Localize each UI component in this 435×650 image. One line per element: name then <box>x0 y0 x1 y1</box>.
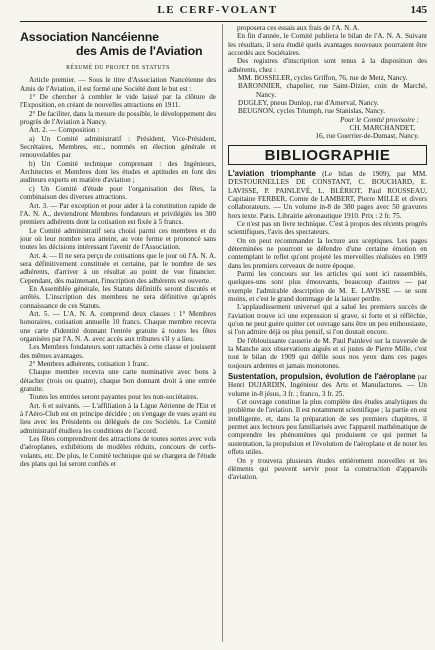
paragraph: En fin d'année, le Comité publiera le bilan de l'A. N. A. Suivant les résultats, il sera étudié quels avantages nouveaux pourraient être accordés aux Sociétaires. <box>228 32 427 58</box>
paragraph: Des registres d'inscription sont tenus à la disposition des adhérents, chez : <box>228 57 427 74</box>
signature-line: Pour le Comité provisoire : <box>340 115 419 124</box>
paragraph: Parmi les concours sur les articles qui sont ici rassemblés, quelques-uns sont plus émouvants, beaucoup d'autres — par exemple l'admirable description de M. E. LAVISSE — se sont moins, et c'est le grand dommage de la laisser perdre. <box>228 269 427 303</box>
book2-entry <box>228 373 427 398</box>
book1-review <box>228 220 427 370</box>
paragraph: On en peut recommander la lecture aux sceptiques. Les pages déterminées ne pourront se défendre d'une certaine émotion en contemplant le reflet qu'ont projeté les merveilles réalisées en 1909 dans les premiers cerveaux de notre époque. <box>228 236 427 270</box>
paragraph: BARONNIER, chapelier, rue Saint-Dizier, coin de Marché, Nancy. <box>238 82 427 99</box>
signature-name: CH. MARCHANDET, <box>349 124 415 133</box>
bibliography-heading: BIBLIOGRAPHIE <box>264 146 391 164</box>
page-number: 145 <box>410 4 427 16</box>
paragraph: Art. 5. — L'A. N. A. comprend deux classes : 1° Membres honoraires, cotisation annuelle 10 francs. Chaque membre recevra une carte d'identité donnant l'entrée gratuite à toutes les fêtes organisées par l'A. N. A. avec accès aux tribunes s'il y a lieu. <box>20 309 216 343</box>
bibliography-heading-box <box>228 145 427 165</box>
book1-entry <box>228 170 427 220</box>
book1-title: L'aviation triomphante <box>228 168 316 178</box>
right-column <box>228 24 427 642</box>
paragraph: BEUGNON, cycles Triumph, rue Stanislas, Nancy. <box>238 107 386 116</box>
book2-review <box>228 398 427 481</box>
paragraph: 2° De faciliter, dans la mesure du possible, le développement des progrès de l'Aviation à Nancy. <box>20 109 216 127</box>
article-title <box>20 30 216 58</box>
paragraph: Article premier. — Sous le titre d'Association Nancéienne des Amis de l'Aviation, il est formé une Société dont le but est : <box>20 76 216 93</box>
paragraph: Art. 2. — Composition : <box>29 126 100 135</box>
book2-title: Sustentation, propulsion, évolution de l'aéroplane <box>228 372 416 382</box>
paragraph: On y trouvera plusieurs études entièrement nouvelles et les éléments qui peuvent servir pour la construction d'appareils d'aviation. <box>228 456 427 482</box>
paragraph: MM. BOSSELER, cycles Griffon, 76, rue de Metz, Nancy. <box>238 74 408 83</box>
paragraph: Art. 6 et suivants. — L'affiliation à la Ligue Aérienne de l'Est et à l'Aéro-Club est en principe décidée ; on s'engage de vues ayant eu lieu avec les Présidents ou délégués de ces Sociétés. Le Comité administratif étudiera les conditions de l'accord. <box>20 401 216 435</box>
paragraph: proposera ces essais aux frais de l'A. N. A. <box>237 24 360 32</box>
paragraph: Art. 4. — Il ne sera perçu de cotisations que le jour où l'A. N. A. sera définitivement constituée et certaine, par le nombre de ses adhérents, d'arriver à un résultat au point de vue financier. Cependant, dès maintenant, l'inscription des adhérents est ouverte. <box>20 251 216 285</box>
running-title: LE CERF-VOLANT <box>157 4 278 16</box>
column-separator <box>222 24 223 642</box>
book1-details: (Le bilan de 1909), par MM. D'ESTOURNELLES DE CONSTANT, C. BOUCHARD, E. LAVISSE, P. PAINLEVÉ, L. BLÉRIOT, Paul ROUSSEAU, Capitaine FERBER, Comte de LAMBERT, Pierre MILLE et divers collaborateurs. — Un volume in-8 de 380 pages avec 50 gravures hors texte. Paris. Librairie aéronautique 1910. Prix : 2 fr. 75. <box>228 169 427 220</box>
paragraph: Les Membres fondateurs sont rattachés à cette classe et jouissent des mêmes avantages. <box>20 343 216 360</box>
paragraph: Le Comité administratif sera choisi parmi ces membres et du jour où leur nombre sera atteint, au vote ferme et prononcé sans toutes les décisions intéressant l'avenir de l'Association. <box>20 226 216 252</box>
paragraph: L'applaudissement universel qui a salué les premiers succès de l'aviation trouve ici une expression si grave, si forte et si réfléchie, qu'on ne peut guère quitter cet ouvrage sans être un peu enthousiaste, si l'on admire déjà ou plus pensif, si l'on doutait encore. <box>228 303 427 337</box>
paragraph: c) Un Comité d'étude pour l'organisation des fêtes, la combinaison des diverses attractions. <box>20 184 216 202</box>
article-title-line1: Association Nancéienne <box>20 30 159 44</box>
paragraph: Les fêtes comprendront des attractions de toutes sortes avec vols d'aéroplanes, exhibitions de modèles réduits, concours de cerfs-volants, etc. De plus, le Comité technique qui se chargera de l'étude des plans qui lui seront confiés et <box>20 435 216 469</box>
paragraph: Ce n'est pas un livre technique. C'est à propos des récents progrès scientifiques, l'avis des spectateurs. <box>228 219 427 237</box>
paragraph: Chaque membre recevra une carte nominative avec bons à détacher (trois ou quatre), chaque bon donnant droit à une entrée gratuite. <box>20 368 216 394</box>
article-body <box>20 76 216 468</box>
article-subhead: RÉSUMÉ DU PROJET DE STATUTS <box>66 65 170 71</box>
article-title-line2: des Amis de l'Aviation <box>76 44 203 58</box>
paragraph: Toutes les entrées seront payantes pour les non-sociétaires. <box>29 393 199 402</box>
article-continuation <box>228 24 427 74</box>
left-column <box>20 24 216 642</box>
page-header <box>0 2 435 20</box>
paragraph: En Assemblée générale, les Statuts définitifs seront discutés et arrêtés. L'inscription des membres ne sera définitive qu'après connaissance de ces Statuts. <box>20 284 216 310</box>
book2-details: par Henri DUJARDIN, Ingénieur des Arts et Manufactures. — Un volume in-8 jésus, 3 fr. ; franco, 3 fr. 25. <box>228 373 427 398</box>
paragraph: b) Un Comité technique comprenant : des Ingénieurs, Architectes et Membres dont les études et aptitudes en font des auditeurs experts en matière d'aviation ; <box>20 159 216 185</box>
paragraph: De l'éblouissante causerie de M. Paul Painlevé sur la traversée de la Manche aux observations aiguës et si justes de Pierre Mille, c'est tout le bilan de 1909 qui défile sous nos yeux dans ces pages toujours ardentes et jamais monotones. <box>228 336 427 370</box>
depositaries-list <box>228 74 427 116</box>
paragraph: 2° Membres adhérents, cotisation 1 franc. <box>29 360 150 369</box>
paragraph: Art. 3. — Par exception et pour aider à la constitution rapide de l'A. N. A., deviendront Membres fondateurs et privilégiés les 300 premiers adhérents dont la cotisation est fixée à 5 francs. <box>20 201 216 227</box>
paragraph: 1° De chercher à combler le vide laissé par la clôture de l'Exposition, en créant de nouvelles attractions en 1911. <box>20 93 216 110</box>
signature-address: 16, rue Guerrier-de-Dumast, Nancy. <box>315 132 419 141</box>
header-rule <box>20 21 427 22</box>
paragraph: DUGLEY, pneus Dunlop, rue d'Amerval, Nancy. <box>238 99 379 108</box>
paragraph: a) Un Comité administratif : Président, Vice-Président, Secrétaires, Membres, etc., nommés en élection générale et renouvelables par <box>20 134 216 160</box>
paragraph: Cet ouvrage constitue la plus complète des études analytiques du problème de l'aviation. Il est notamment scientifique ; la partie en est intelligente, et, dans la préparation de ses premiers chapitres, il permet aux lecteurs peu familiarisés avec l'appareil mathématique de comprendre les phénomènes qui produisent ce qui permet la sustentation, la propulsion et l'évolution de l'aéroplane et de noter les effets utiles. <box>228 398 427 457</box>
